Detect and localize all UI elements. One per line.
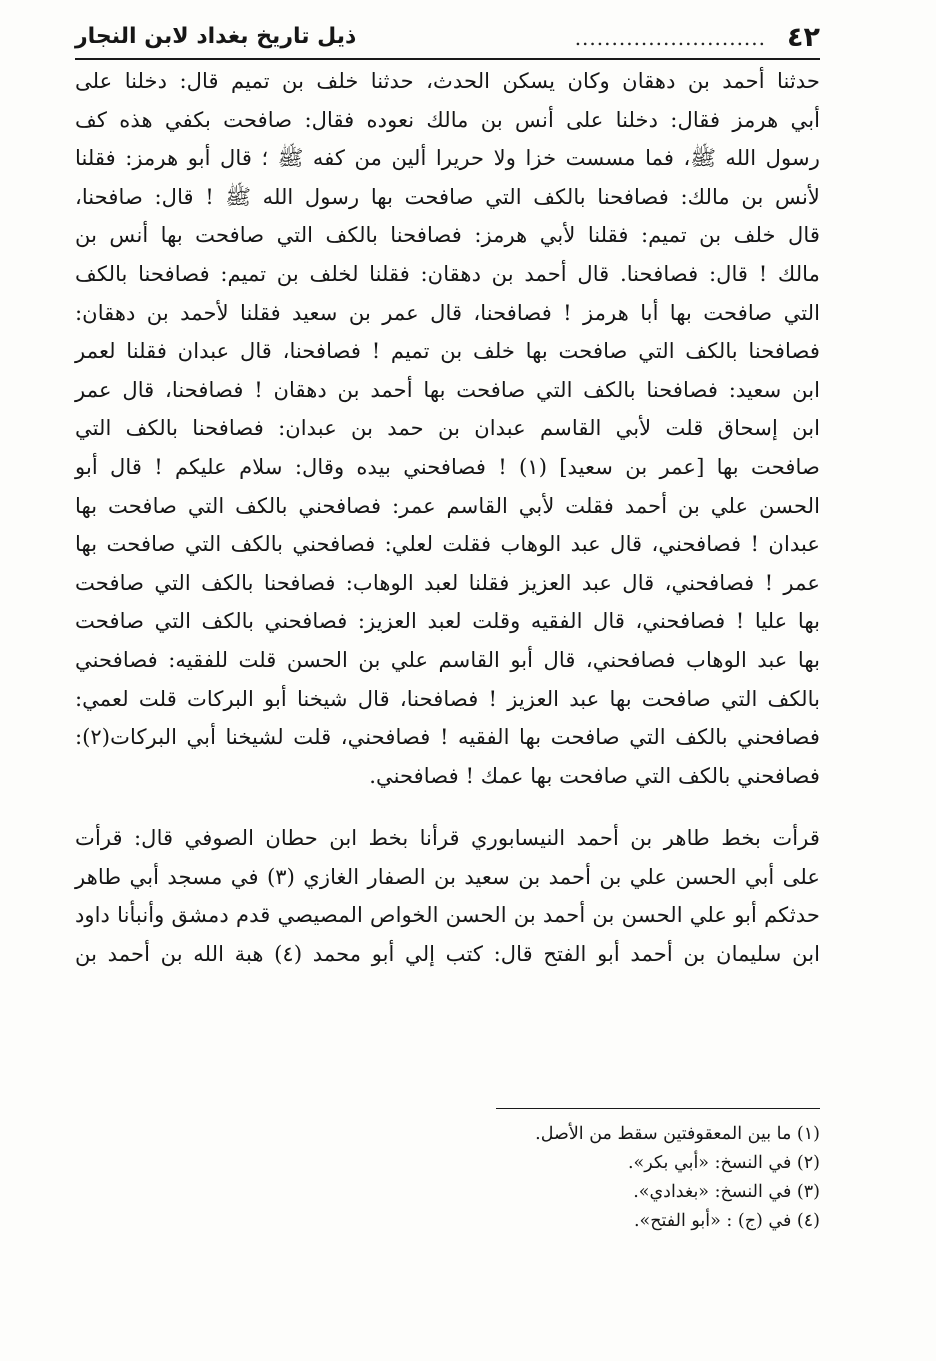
page-header xyxy=(75,18,820,60)
main-text xyxy=(75,62,820,974)
text-line: مالك ! قال: فصافحنا. قال أحمد بن دهقان: فقلنا لخلف بن تميم: فصافحنا بالكف xyxy=(75,260,820,286)
header-leader-dots: .......................... xyxy=(574,26,766,50)
text-line: صافحت بها [عمر بن سعيد] (١) ! فصافحني بيده وقال: سلام عليكم ! قال أبو xyxy=(75,453,821,479)
text-line: فصافحني بالكف التي صافحت بها الفقيه ! فصافحني، قلت لشيخنا أبي البركات(٢): xyxy=(75,724,820,750)
text-line: الحسن علي بن أحمد فقلت لأبي القاسم عمر: فصافحني بالكف التي صافحت بها xyxy=(75,492,820,518)
page-number: ٤٢ xyxy=(787,22,820,53)
text-line: رسول الله ﷺ، فما مسست خزا ولا حريرا ألين من كفه ﷺ ؛ قال أبو هرمز: فقلنا xyxy=(75,145,820,171)
footnote-divider xyxy=(496,1108,820,1109)
text-line: عمر ! فصافحني، قال عبد العزيز فقلنا لعبد الوهاب: فصافحنا بالكف التي صافحت xyxy=(75,569,820,595)
text-line: فصافحنا بالكف التي صافحت بها خلف بن تميم ! فصافحنا، قال عبدان فقلنا لعمر xyxy=(75,338,820,364)
text-line: حدثنا أحمد بن دهقان وكان يسكن الحدث، حدثنا خلف بن تميم قال: دخلنا على xyxy=(75,68,820,93)
footnote-item: (٣) في النسخ: «بغدادي». xyxy=(633,1182,820,1202)
paragraph-1 xyxy=(75,62,820,795)
text-line: بالكف التي صافحت بها عبد العزيز ! فصافحنا، قال شيخنا أبو البركات قلت لعمي: xyxy=(75,685,820,711)
text-line: قرأت بخط طاهر بن أحمد النيسابوري قرأنا بخط ابن حطان الصوفي قال: قرأت xyxy=(75,825,820,851)
text-line: بها عليا ! فصافحني، قال الفقيه وقلت لعبد العزيز: فصافحني بالكف التي صافحت xyxy=(75,608,820,634)
text-line: التي صافحت بها أبا هرمز ! فصافحنا، قال عمر بن سعيد فقلنا لأحمد بن دهقان: xyxy=(75,299,820,325)
text-line: ابن سعيد: فصافحنا بالكف التي صافحت بها أحمد بن دهقان ! فصافحنا، قال عمر xyxy=(75,376,820,402)
text-line: لأنس بن مالك: فصافحنا بالكف التي صافحت بها رسول الله ﷺ ! قال: صافحنا، xyxy=(75,183,820,209)
text-line: قال خلف بن تميم: فقلنا لأبي هرمز: فصافحنا بالكف التي صافحت بها أنس بن xyxy=(75,222,820,248)
footnote-item: (٤) في (ج) : «أبو الفتح». xyxy=(633,1211,820,1231)
text-line: فصافحني بالكف التي صافحت بها عمك ! فصافحني. xyxy=(369,762,820,788)
text-line: حدثكم أبو علي الحسن بن أحمد بن الحسن الخواص المصيصي قدم دمشق وأنبأنا داود xyxy=(75,902,820,928)
footnote-item: (٢) في النسخ: «أبي بكر». xyxy=(627,1153,820,1173)
paragraph-2 xyxy=(75,819,820,973)
text-line: أبي هرمز فقال: دخلنا على أنس بن مالك نعوده فقال: صافحت بكفي هذه كف xyxy=(75,106,820,132)
text-line: بها عبد الوهاب فصافحني، قال أبو القاسم علي بن الحسن قلت للفقيه: فصافحني xyxy=(75,646,820,672)
text-line: ابن إسحاق قلت لأبي القاسم عبدان بن حمد بن عبدان: فصافحنا بالكف التي xyxy=(75,415,820,441)
paragraph-gap xyxy=(75,795,820,819)
text-line: على أبي الحسن علي بن أحمد بن سعيد بن الصفار الغازي (٣) في مسجد أبي طاهر xyxy=(75,863,820,889)
running-title: ذيل تاريخ بغداد لابن النجار xyxy=(75,24,357,49)
footnotes xyxy=(496,1120,820,1236)
text-line: ابن سليمان بن أحمد أبو الفتح قال: كتب إلي أبو محمد (٤) هبة الله بن أحمد بن xyxy=(75,941,820,967)
footnote-item: (١) ما بين المعقوفتين سقط من الأصل. xyxy=(535,1124,820,1144)
text-line: عبدان ! فصافحني، قال عبد الوهاب فقلت لعلي: فصافحني بالكف التي صافحت بها xyxy=(75,531,820,557)
